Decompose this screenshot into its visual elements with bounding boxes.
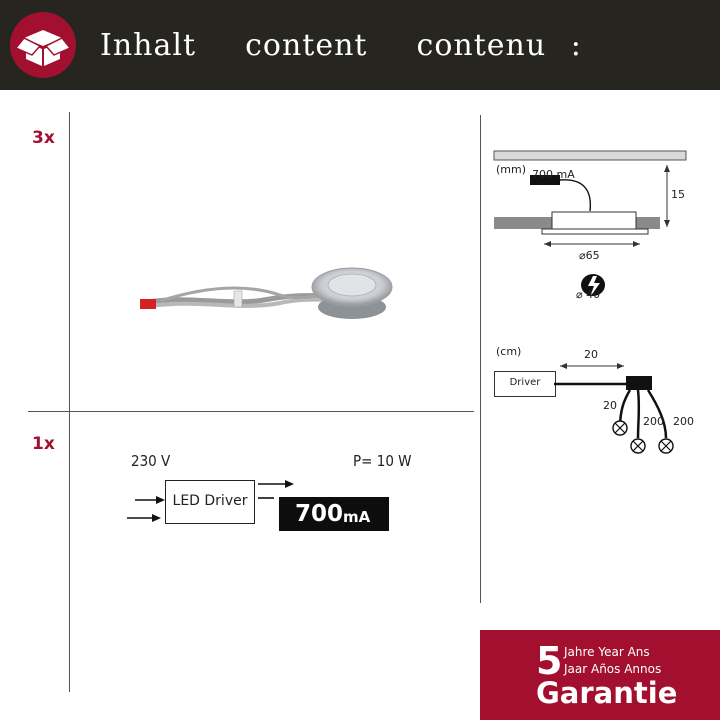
section-divider — [28, 411, 474, 412]
wiring-driver-label: Driver — [509, 377, 541, 388]
output-current-badge — [279, 497, 389, 531]
power-label: P= 10 W — [353, 452, 412, 470]
cm-unit-label: (cm) — [496, 345, 522, 358]
guarantee-line-1: Jahre Year Ans — [564, 645, 650, 659]
branch-1-length: 20 — [603, 399, 617, 412]
guarantee-line-2: Jaar Años Annos — [564, 662, 662, 676]
led-driver-box — [165, 480, 255, 524]
output-current-unit: mA — [343, 508, 371, 526]
led-spot-image — [130, 255, 420, 335]
wiring-diagram — [554, 356, 704, 466]
diameter-label: ⌀65 — [579, 249, 600, 262]
left-divider — [69, 112, 70, 692]
cable-current-label: 700 mA — [532, 168, 575, 181]
main-cable-length: 20 — [584, 348, 598, 361]
page-title: Inhalt content contenu : — [100, 28, 582, 63]
led-driver-label: LED Driver — [172, 493, 248, 509]
branch-3-length: 200 — [673, 415, 694, 428]
wiring-driver-box — [494, 371, 556, 397]
open-box-icon — [10, 12, 76, 78]
output-current-value: 700 — [295, 501, 344, 527]
guarantee-badge — [480, 630, 720, 720]
depth-label: 15 — [671, 188, 685, 201]
guarantee-years: 5 — [536, 639, 563, 683]
right-divider — [480, 115, 481, 603]
branch-2-length: 200 — [643, 415, 664, 428]
header-bar — [0, 0, 720, 90]
driver-quantity: 1x — [32, 434, 55, 454]
guarantee-word: Garantie — [536, 676, 678, 710]
input-voltage-label: 230 V — [131, 452, 171, 470]
input-arrows — [125, 488, 170, 528]
lamp-quantity: 3x — [32, 128, 55, 148]
cutout-label: ⌀ 40 — [576, 288, 601, 301]
mm-unit-label: (mm) — [496, 163, 527, 176]
